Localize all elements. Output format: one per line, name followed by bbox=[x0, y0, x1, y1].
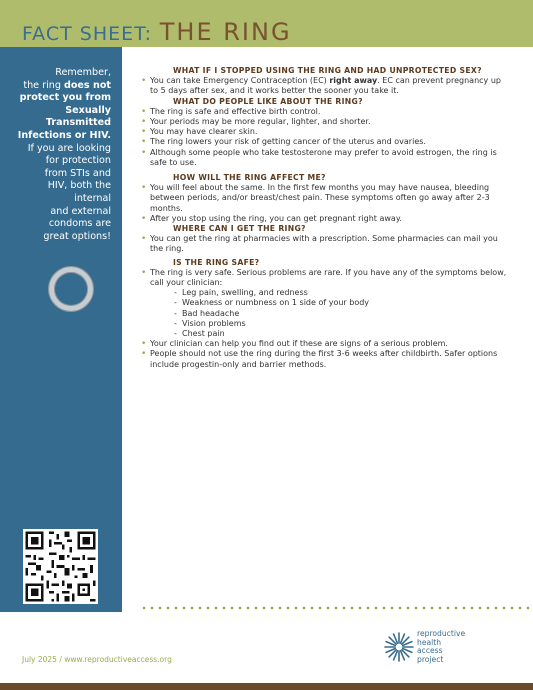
sidebar-line: HIV, both the bbox=[47, 180, 111, 192]
list-item: • You may have clearer skin. bbox=[140, 127, 508, 137]
sidebar-line: Sexually bbox=[65, 104, 111, 116]
footer-date-url[interactable]: July 2025 / www.reproductiveaccess.org bbox=[22, 655, 172, 664]
page-title bbox=[22, 18, 292, 48]
sidebar-reminder bbox=[1, 67, 111, 243]
list-item: • The ring is safe and effective birth control. bbox=[140, 107, 508, 117]
symptom-item: - Bad headache bbox=[174, 309, 508, 319]
section-heading: IS THE RING SAFE? bbox=[173, 257, 260, 267]
sidebar-line: internal bbox=[74, 192, 111, 204]
sidebar-line: Transmitted bbox=[45, 117, 111, 129]
list-item: • You will feel about the same. In the first few months you may have nausea, bleeding between periods, and/or breast/chest pain. These symptoms often go away after 2-3 months. bbox=[140, 183, 508, 214]
logo-wordmark: reproductive health access project bbox=[417, 629, 466, 664]
sidebar-line: If you are looking bbox=[27, 142, 111, 154]
list-item: • You can get the ring at pharmacies with a prescription. Some pharmacies can mail you the ring. bbox=[140, 234, 508, 254]
sidebar-line: from STIs and bbox=[44, 167, 111, 179]
list-item: • Your clinician can help you find out if these are signs of a serious problem. bbox=[140, 339, 508, 349]
list-item: • You can take Emergency Contraception (EC) right away. EC can prevent pregnancy up to 5 days after sex, and it works better the sooner you take it. bbox=[140, 76, 508, 96]
list-item: • Your periods may be more regular, lighter, and shorter. bbox=[140, 117, 508, 127]
sunburst-logo-icon bbox=[384, 632, 414, 662]
section-list bbox=[140, 107, 508, 168]
sidebar-line: great options! bbox=[43, 230, 111, 242]
symptom-item: - Weakness or numbness on 1 side of your body bbox=[174, 298, 508, 308]
sidebar-line: protect you from bbox=[19, 92, 111, 104]
sidebar-line: and external bbox=[50, 205, 111, 217]
list-item: • Although some people who take testosterone may prefer to avoid estrogen, the ring is safe to use. bbox=[140, 148, 508, 168]
section-heading: WHAT IF I STOPPED USING THE RING AND HAD UNPROTECTED SEX? bbox=[173, 66, 482, 75]
rhap-logo bbox=[384, 629, 533, 669]
symptom-item: - Vision problems bbox=[174, 319, 508, 329]
sidebar-line: condoms are bbox=[48, 218, 111, 230]
list-item: • The ring is very safe. Serious problems are rare. If you have any of the symptoms below, call your clinician: - Leg pain, swelling, and redness - Weakness or numbness on 1 side of your body - Bad headache - Vision problems - Chest pain bbox=[140, 268, 508, 339]
list-item: • After you stop using the ring, you can get pregnant right away. bbox=[140, 214, 508, 224]
footer-bar bbox=[0, 683, 533, 690]
section-heading: WHAT DO PEOPLE LIKE ABOUT THE RING? bbox=[173, 96, 363, 106]
sidebar-line: Infections or HIV. bbox=[17, 129, 111, 141]
list-item: • The ring lowers your risk of getting cancer of the uterus and ovaries. bbox=[140, 137, 508, 147]
section-list bbox=[140, 76, 508, 96]
sidebar-line: for protection bbox=[45, 155, 111, 167]
qr-code-icon[interactable] bbox=[23, 529, 98, 604]
sidebar-line: Remember, bbox=[55, 67, 111, 78]
section-heading: WHERE CAN I GET THE RING? bbox=[173, 224, 306, 234]
symptom-item: - Leg pain, swelling, and redness bbox=[174, 288, 508, 298]
section-list bbox=[140, 268, 508, 370]
sidebar bbox=[0, 47, 122, 612]
title-prefix: FACT SHEET: bbox=[22, 23, 153, 45]
title-main: THE RING bbox=[159, 18, 292, 46]
symptom-list bbox=[150, 288, 508, 339]
sidebar-line: the ring does not bbox=[23, 79, 111, 91]
symptom-item: - Chest pain bbox=[174, 329, 508, 339]
section-list bbox=[140, 234, 508, 254]
dotted-divider bbox=[140, 606, 533, 610]
section-list bbox=[140, 183, 508, 224]
section-heading: HOW WILL THE RING AFFECT ME? bbox=[173, 173, 326, 183]
ring-image bbox=[49, 267, 93, 311]
list-item: • People should not use the ring during the first 3-6 weeks after childbirth. Safer options include progestin-only and barrier methods. bbox=[140, 349, 508, 369]
fact-content bbox=[140, 66, 508, 370]
